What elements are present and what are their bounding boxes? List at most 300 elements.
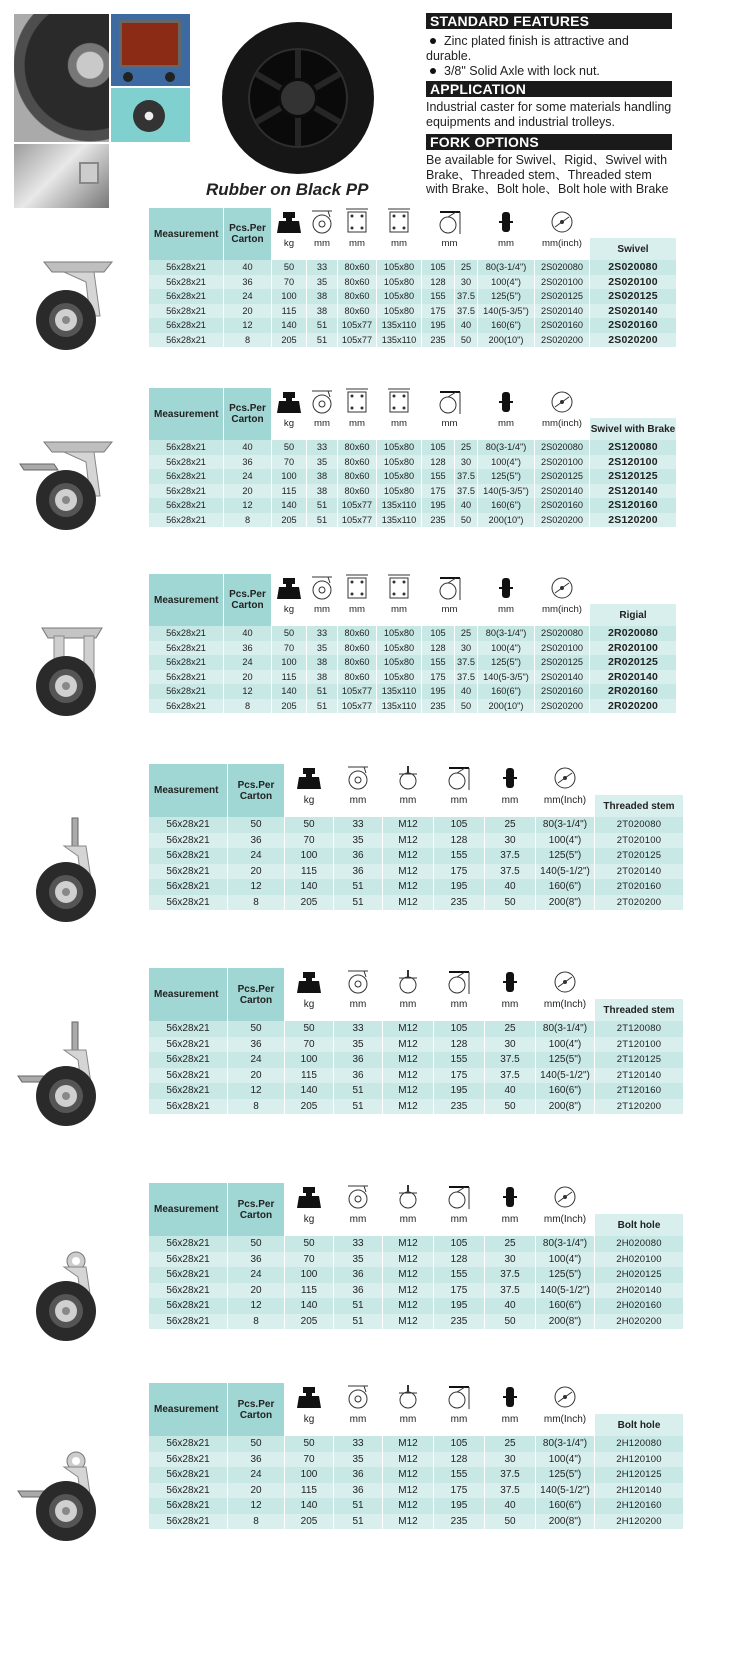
- table-row: [149, 699, 676, 714]
- load-weight-icon: [294, 1383, 324, 1411]
- spec-value: 56x28x21: [149, 1236, 227, 1252]
- spec-value: 205: [272, 333, 306, 348]
- unit-label: mm(inch): [542, 238, 582, 249]
- spec-value: 56x28x21: [149, 260, 223, 275]
- model-code: 2S020160: [590, 318, 676, 333]
- model-code: 2S020200: [590, 333, 676, 348]
- spec-value: 50: [228, 1236, 284, 1252]
- table-row: [149, 275, 676, 290]
- spec-value: 40: [224, 440, 271, 455]
- spec-value: M12: [383, 895, 433, 911]
- spec-value: 12: [228, 1498, 284, 1514]
- stem-size-icon: [383, 1183, 433, 1214]
- spec-value: 56x28x21: [149, 895, 227, 911]
- pcs-per-carton-header: [224, 208, 271, 260]
- table-row: [149, 1436, 683, 1452]
- offset-icon: [343, 968, 373, 996]
- spec-value: 20: [224, 484, 271, 499]
- table-row: [149, 455, 676, 470]
- application-photos: [14, 14, 190, 208]
- spec-value: 30: [455, 641, 477, 656]
- model-code: 2H120080: [595, 1436, 683, 1452]
- spec-value: 36: [334, 1467, 382, 1483]
- spec-value: 37.5: [485, 1483, 535, 1499]
- model-code: 2H120100: [595, 1452, 683, 1468]
- spec-value: 36: [334, 848, 382, 864]
- spec-value: M12: [383, 1021, 433, 1037]
- spec-value: 36: [334, 1267, 382, 1283]
- table-row: [149, 289, 676, 304]
- spec-value: 70: [272, 275, 306, 290]
- load-weight-icon: [285, 764, 333, 795]
- overall-height-icon: [434, 764, 484, 795]
- overall-height-icon: [422, 388, 477, 418]
- spec-value: 56x28x21: [149, 864, 227, 880]
- blank-cell: [595, 764, 683, 795]
- spec-value: 140(5-3/5"): [478, 304, 534, 319]
- spec-value: 40: [455, 498, 477, 513]
- spec-value: 140(5-1/2"): [536, 1483, 594, 1499]
- unit-label: mm: [501, 1214, 519, 1225]
- table-row: [149, 1298, 683, 1314]
- spec-value: 105x80: [377, 275, 421, 290]
- spec-value: 51: [334, 1514, 382, 1530]
- overall-height-icon: [435, 388, 465, 416]
- spec-value: 36: [334, 1283, 382, 1299]
- spec-value: 2S020160: [535, 498, 589, 513]
- pcs-per-carton-header: [228, 764, 284, 817]
- load-weight-icon: [272, 388, 306, 418]
- model-code: 2H120125: [595, 1467, 683, 1483]
- model-code: 2H020125: [595, 1267, 683, 1283]
- spec-value: 50: [272, 440, 306, 455]
- model-code: 2T020080: [595, 817, 683, 833]
- spec-value: 2S020200: [535, 699, 589, 714]
- overall-height-icon: [435, 208, 465, 236]
- caster-image: [14, 812, 134, 932]
- caster-type-label: Bolt hole: [595, 1414, 683, 1436]
- unit-label: mm: [450, 1414, 468, 1425]
- swivel-brake-caster-image: [14, 420, 134, 540]
- carton-line: Carton: [239, 994, 273, 1006]
- offset-icon: [307, 208, 337, 238]
- model-code: 2S020100: [590, 275, 676, 290]
- pcs-per-carton-header: [228, 968, 284, 1021]
- spec-value: 175: [422, 670, 454, 685]
- spec-value: 80x60: [338, 655, 376, 670]
- spec-value: 51: [307, 513, 337, 528]
- spec-value: 56x28x21: [149, 440, 223, 455]
- spec-table: [148, 968, 684, 1114]
- spec-value: 140(5-3/5"): [478, 484, 534, 499]
- spec-value: 56x28x21: [149, 1052, 227, 1068]
- spec-value: 36: [334, 864, 382, 880]
- spec-value: 40: [485, 1298, 535, 1314]
- overall-height-icon: [435, 574, 465, 602]
- spec-value: 2S020080: [535, 440, 589, 455]
- spec-value: 100(4"): [536, 1252, 594, 1268]
- unit-label: mm: [399, 1214, 417, 1225]
- spec-value: 2S020125: [535, 469, 589, 484]
- spec-value: 195: [434, 879, 484, 895]
- spec-value: 24: [228, 848, 284, 864]
- spec-value: 56x28x21: [149, 699, 223, 714]
- spec-value: 80x60: [338, 275, 376, 290]
- spec-value: 8: [228, 1514, 284, 1530]
- spec-value: 235: [434, 1099, 484, 1115]
- spec-value: 100(4"): [478, 641, 534, 656]
- tyre-width-icon: [485, 1383, 535, 1414]
- spec-value: 56x28x21: [149, 833, 227, 849]
- unit-label: mm(inch): [542, 418, 582, 429]
- spec-value: 56x28x21: [149, 1452, 227, 1468]
- tyre-width-icon: [485, 968, 535, 999]
- spec-value: 51: [334, 879, 382, 895]
- spec-value: 140: [272, 684, 306, 699]
- unit-label: kg: [303, 795, 315, 806]
- spec-value: 195: [434, 1083, 484, 1099]
- top-plate-icon: [342, 574, 372, 602]
- model-code: 2R020125: [590, 655, 676, 670]
- spec-value: M12: [383, 1452, 433, 1468]
- spec-value: 25: [485, 1021, 535, 1037]
- spec-value: 80x60: [338, 440, 376, 455]
- wheel-diameter-icon: [536, 1383, 594, 1414]
- bolt-spacing-icon: [384, 388, 414, 416]
- spec-value: 105x77: [338, 333, 376, 348]
- load-weight-icon: [285, 1183, 333, 1214]
- caster-image: [14, 1231, 134, 1351]
- unit-label: kg: [303, 1214, 315, 1225]
- caster-image: [14, 420, 134, 540]
- spec-value: 195: [422, 318, 454, 333]
- spec-value: 38: [307, 289, 337, 304]
- spec-value: 20: [228, 1068, 284, 1084]
- feature-item: 3/8" Solid Axle with lock nut.: [426, 64, 672, 79]
- load-weight-icon: [272, 208, 306, 238]
- spec-value: 205: [285, 1099, 333, 1115]
- table-row: [149, 833, 683, 849]
- spec-value: 105x80: [377, 289, 421, 304]
- spec-value: 205: [285, 895, 333, 911]
- spec-value: 38: [307, 304, 337, 319]
- carton-line: Carton: [231, 414, 264, 425]
- spec-value: 37.5: [485, 1467, 535, 1483]
- wheel-diameter-icon: [536, 968, 594, 999]
- model-code: 2T020200: [595, 895, 683, 911]
- top-plate-icon: [338, 388, 376, 418]
- spec-value: 50: [285, 1021, 333, 1037]
- rigid-caster-image: [14, 606, 134, 726]
- spec-value: 105: [434, 1236, 484, 1252]
- unit-label: mm: [399, 1414, 417, 1425]
- unit-label: mm: [349, 999, 367, 1010]
- unit-label: mm: [501, 1414, 519, 1425]
- spec-value: 20: [224, 304, 271, 319]
- spec-value: 56x28x21: [149, 469, 223, 484]
- spec-value: 33: [307, 440, 337, 455]
- stem-size-icon: [383, 968, 433, 999]
- spec-value: 33: [334, 817, 382, 833]
- unit-label: mm: [498, 418, 514, 429]
- unit-label: mm(Inch): [543, 999, 587, 1010]
- table-row: [149, 1252, 683, 1268]
- spec-value: M12: [383, 1083, 433, 1099]
- model-code: 2T120080: [595, 1021, 683, 1037]
- tyre-width-icon: [478, 208, 534, 238]
- spec-value: 155: [422, 655, 454, 670]
- spec-value: 40: [224, 260, 271, 275]
- unit-label: mm: [349, 1414, 367, 1425]
- model-code: 2R020100: [590, 641, 676, 656]
- table-row: [149, 484, 676, 499]
- model-code: 2T120160: [595, 1083, 683, 1099]
- pcs-per-carton-header: [228, 1183, 284, 1236]
- spec-value: 140(5-3/5"): [478, 670, 534, 685]
- table-row: [149, 1021, 683, 1037]
- spec-value: 100(4"): [536, 1452, 594, 1468]
- model-code: 2H020160: [595, 1298, 683, 1314]
- table-row: [149, 1498, 683, 1514]
- spec-value: 24: [228, 1467, 284, 1483]
- offset-icon: [307, 574, 337, 604]
- spec-value: 80(3-1/4"): [536, 1021, 594, 1037]
- unit-label: mm: [501, 999, 519, 1010]
- spec-value: 56x28x21: [149, 484, 223, 499]
- tyre-width-icon: [495, 1383, 525, 1411]
- carton-line: Carton: [239, 1409, 273, 1421]
- spec-value: 105: [422, 626, 454, 641]
- spec-value: 56x28x21: [149, 879, 227, 895]
- spec-value: 50: [485, 1514, 535, 1530]
- spec-value: 125(5"): [478, 469, 534, 484]
- spec-table: [148, 388, 677, 527]
- fork-options-title: FORK OPTIONS: [426, 134, 672, 150]
- spec-value: 56x28x21: [149, 641, 223, 656]
- spec-value: 100: [272, 469, 306, 484]
- spec-value: 125(5"): [536, 1052, 594, 1068]
- model-code: 2S020125: [590, 289, 676, 304]
- table-row: [149, 1483, 683, 1499]
- spec-value: 125(5"): [478, 289, 534, 304]
- spec-value: 80x60: [338, 641, 376, 656]
- unit-label: kg: [283, 604, 295, 615]
- spec-value: 36: [224, 455, 271, 470]
- spec-value: 80x60: [338, 626, 376, 641]
- spec-value: 140: [272, 498, 306, 513]
- measurement-header: Measurement: [149, 388, 223, 440]
- spec-value: M12: [383, 1236, 433, 1252]
- spec-value: 24: [224, 655, 271, 670]
- swivel-caster-image: [14, 240, 134, 360]
- spec-value: M12: [383, 1514, 433, 1530]
- blank-cell: [595, 968, 683, 999]
- spec-value: 51: [334, 895, 382, 911]
- measurement-header: Measurement: [149, 968, 227, 1021]
- table-row: [149, 1467, 683, 1483]
- wheel-closeup-photo: [14, 14, 109, 142]
- model-code: 2S120140: [590, 484, 676, 499]
- spec-value: M12: [383, 848, 433, 864]
- spec-value: 140(5-1/2"): [536, 1283, 594, 1299]
- spec-value: 35: [307, 275, 337, 290]
- model-code: 2H120160: [595, 1498, 683, 1514]
- spec-value: 100: [272, 289, 306, 304]
- spec-value: 115: [285, 1483, 333, 1499]
- spec-value: 195: [434, 1498, 484, 1514]
- unit-label: mm: [450, 795, 468, 806]
- stem-size-icon: [393, 764, 423, 792]
- spec-value: 140(5-1/2"): [536, 864, 594, 880]
- table-row: [149, 684, 676, 699]
- spec-value: 205: [272, 699, 306, 714]
- spec-value: 50: [285, 1236, 333, 1252]
- offset-icon: [343, 1183, 373, 1211]
- carton-line: Carton: [231, 234, 264, 245]
- black-pp-wheel-image: [222, 22, 374, 174]
- spec-value: 40: [485, 1498, 535, 1514]
- spec-value: M12: [383, 1498, 433, 1514]
- table-row: [149, 626, 676, 641]
- overall-height-icon: [434, 1183, 484, 1214]
- table-row: [149, 1283, 683, 1299]
- stem-size-icon: [393, 1383, 423, 1411]
- spec-value: 36: [334, 1052, 382, 1068]
- unit-label: mm: [391, 604, 407, 615]
- pcs-line: Pcs.Per: [237, 1198, 275, 1210]
- wheel-diameter-icon: [547, 574, 577, 602]
- spec-value: 80x60: [338, 289, 376, 304]
- model-code: 2R020080: [590, 626, 676, 641]
- spec-value: 80x60: [338, 260, 376, 275]
- spec-value: 51: [334, 1298, 382, 1314]
- tyre-width-icon: [485, 764, 535, 795]
- model-code: 2S120200: [590, 513, 676, 528]
- spec-value: 175: [422, 484, 454, 499]
- table-row: [149, 1052, 683, 1068]
- spec-value: 36: [228, 1452, 284, 1468]
- spec-value: 37.5: [485, 1052, 535, 1068]
- measurement-header: Measurement: [149, 208, 223, 260]
- model-code: 2S020080: [590, 260, 676, 275]
- caster-photo: [111, 88, 190, 142]
- measurement-header: Measurement: [149, 1183, 227, 1236]
- spec-value: 33: [307, 626, 337, 641]
- spec-value: 80(3-1/4"): [478, 440, 534, 455]
- spec-value: 235: [422, 513, 454, 528]
- pcs-line: Pcs.Per: [237, 779, 275, 791]
- model-code: 2S020140: [590, 304, 676, 319]
- unit-label: kg: [303, 999, 315, 1010]
- spec-value: 30: [485, 1452, 535, 1468]
- spec-value: 50: [272, 260, 306, 275]
- spec-value: 35: [307, 641, 337, 656]
- spec-value: 38: [307, 670, 337, 685]
- spec-value: M12: [383, 1436, 433, 1452]
- spec-value: 8: [228, 1099, 284, 1115]
- spec-value: 37.5: [455, 289, 477, 304]
- spec-value: 30: [485, 1252, 535, 1268]
- spec-value: 80x60: [338, 484, 376, 499]
- load-weight-icon: [274, 208, 304, 236]
- wheel-diameter-icon: [550, 1383, 580, 1411]
- unit-label: mm(Inch): [543, 795, 587, 806]
- spec-value: 115: [285, 1068, 333, 1084]
- spec-table: [148, 1183, 684, 1329]
- tyre-width-icon: [491, 388, 521, 416]
- tyre-width-icon: [495, 968, 525, 996]
- spec-value: 56x28x21: [149, 626, 223, 641]
- spec-value: 175: [434, 1483, 484, 1499]
- spec-value: 155: [434, 1267, 484, 1283]
- spec-value: 33: [307, 260, 337, 275]
- model-code: 2H020100: [595, 1252, 683, 1268]
- spec-value: 37.5: [485, 864, 535, 880]
- pcs-per-carton-header: [224, 388, 271, 440]
- spec-value: M12: [383, 1099, 433, 1115]
- spec-value: 155: [434, 848, 484, 864]
- spec-value: 56x28x21: [149, 318, 223, 333]
- spec-value: 135x110: [377, 318, 421, 333]
- bolt-spacing-icon: [377, 388, 421, 418]
- spec-value: 155: [422, 469, 454, 484]
- unit-label: mm: [391, 238, 407, 249]
- model-code: 2T120125: [595, 1052, 683, 1068]
- spec-value: M12: [383, 1052, 433, 1068]
- spec-value: 25: [485, 1436, 535, 1452]
- model-code: 2H020200: [595, 1314, 683, 1330]
- stem-size-icon: [393, 1183, 423, 1211]
- wheel-diameter-icon: [547, 388, 577, 416]
- spec-value: 105x77: [338, 318, 376, 333]
- spec-value: 8: [224, 513, 271, 528]
- wheel-diameter-icon: [550, 1183, 580, 1211]
- spec-value: 128: [422, 455, 454, 470]
- spec-value: 50: [455, 513, 477, 528]
- spec-value: 56x28x21: [149, 455, 223, 470]
- load-weight-icon: [274, 574, 304, 602]
- spec-value: M12: [383, 1314, 433, 1330]
- unit-label: mm: [441, 604, 458, 615]
- spec-value: 36: [334, 1068, 382, 1084]
- unit-label: mm: [349, 604, 365, 615]
- spec-value: 56x28x21: [149, 817, 227, 833]
- unit-label: mm: [399, 795, 417, 806]
- table-row: [149, 848, 683, 864]
- spec-value: 50: [485, 895, 535, 911]
- spec-value: M12: [383, 833, 433, 849]
- unit-label: mm(Inch): [543, 1414, 587, 1425]
- carton-line: Carton: [231, 600, 264, 611]
- spec-value: 56x28x21: [149, 655, 223, 670]
- offset-icon: [307, 574, 337, 602]
- table-row: [149, 498, 676, 513]
- spec-value: 135x110: [377, 699, 421, 714]
- spec-value: 20: [228, 1483, 284, 1499]
- wheel-diameter-icon: [547, 208, 577, 236]
- table-row: [149, 879, 683, 895]
- offset-icon: [334, 764, 382, 795]
- offset-icon: [343, 764, 373, 792]
- spec-value: 12: [224, 684, 271, 699]
- spec-value: 37.5: [485, 1267, 535, 1283]
- spec-value: 56x28x21: [149, 1436, 227, 1452]
- wheel-diameter-icon: [536, 1183, 594, 1214]
- wheel-diameter-icon: [550, 968, 580, 996]
- spec-value: 50: [485, 1099, 535, 1115]
- wheel-diameter-icon: [535, 208, 589, 238]
- spec-value: 200(8"): [536, 895, 594, 911]
